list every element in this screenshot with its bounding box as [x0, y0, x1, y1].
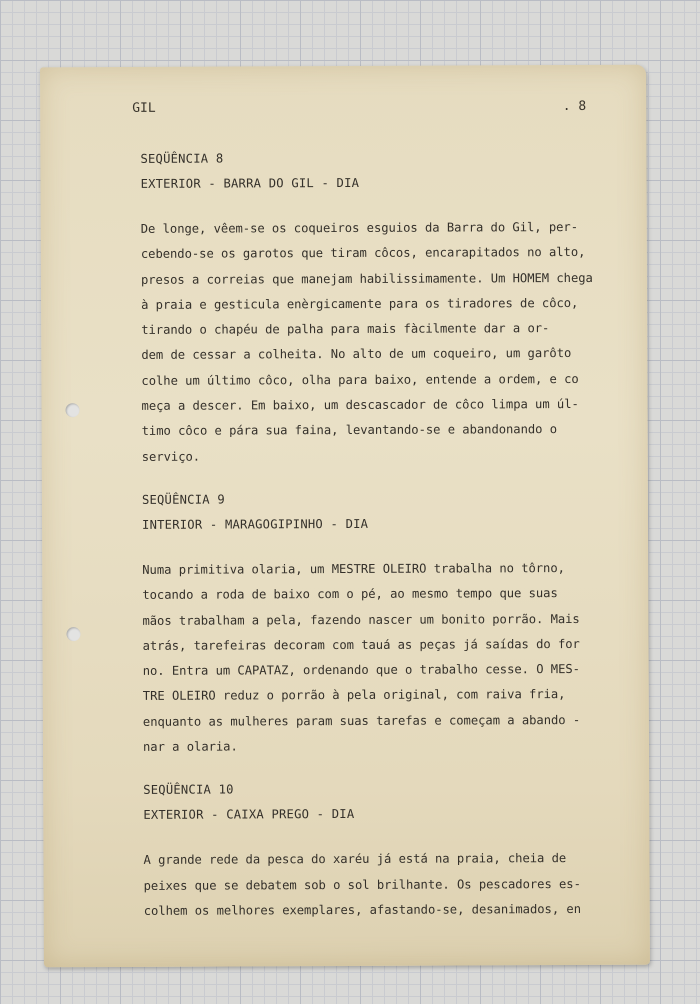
text-line: De longe, vêem-se os coqueiros esguios da Barra do Gil, per-: [140, 219, 579, 236]
scene-heading: INTERIOR - MARAGOGIPINHO - DIA: [142, 516, 369, 532]
page-header-label: GIL: [132, 100, 156, 116]
punch-hole-lower: [66, 627, 80, 641]
script-content: [140, 145, 593, 942]
scene-description: [142, 556, 583, 760]
text-line: atrás, tarefeiras decoram com tauá as peças já saídas do for: [142, 636, 580, 653]
sequence-title: SEQÜÊNCIA 10: [143, 782, 234, 798]
scene-description: [143, 846, 583, 924]
text-line: timo côco e pára sua faina, levantando-se e abandonando o: [141, 422, 558, 439]
sequence-10: [143, 776, 584, 924]
text-line: colhem os melhores exemplares, afastando-se, desanimados, en: [143, 901, 582, 918]
text-line: peixes que se debatem sob o sol brilhante. Os pescadores es-: [143, 876, 581, 893]
text-line: presos a correias que manejam habilissimamente. Um HOMEM chega: [140, 270, 593, 287]
text-line: dem de cessar a colheita. No alto de um coqueiro, um garôto: [141, 346, 572, 363]
page-number: . 8: [562, 98, 587, 115]
scene-heading: EXTERIOR - BARRA DO GIL - DIA: [140, 175, 360, 191]
scene-description: [140, 215, 593, 470]
sequence-9: [142, 486, 583, 760]
text-line: nar a olaria.: [142, 739, 238, 754]
text-line: colhe um último côco, olha para baixo, entende a ordem, e co: [141, 371, 579, 388]
text-line: mãos trabalham a pela, fazendo nascer um bonito porrão. Mais: [142, 611, 580, 628]
sequence-title: SEQÜÊNCIA 9: [141, 492, 225, 507]
sequence-title: SEQÜÊNCIA 8: [140, 151, 224, 166]
text-line: enquanto as mulheres param suas tarefas e começam a abando -: [142, 712, 581, 729]
text-line: TRE OLEIRO reduz o porrão à pela original, com raiva fria,: [142, 687, 566, 704]
text-line: meça a descer. Em baixo, um descascador de côco limpa um úl-: [141, 397, 579, 413]
text-line: Numa primitiva olaria, um MESTRE OLEIRO trabalha no tôrno,: [142, 561, 565, 577]
typewritten-page: [40, 65, 650, 968]
text-line: serviço.: [141, 449, 201, 464]
text-line: tirando o chapéu de palha para mais fàcilmente dar a or-: [141, 321, 550, 338]
sequence-8: [140, 145, 593, 470]
text-line: tocando a roda de baixo com o pé, ao mesmo tempo que suas: [142, 586, 558, 603]
text-line: no. Entra um CAPATAZ, ordenando que o trabalho cesse. O MES-: [142, 662, 580, 679]
scene-heading: EXTERIOR - CAIXA PREGO - DIA: [143, 807, 355, 823]
text-line: à praia e gesticula enèrgicamente para os tiradores de côco,: [141, 295, 579, 312]
text-line: A grande rede da pesca do xaréu já está na praia, cheia de: [143, 851, 567, 868]
punch-hole-upper: [66, 403, 80, 417]
text-line: cebendo-se os garotos que tiram côcos, encarapitados no alto,: [140, 245, 586, 262]
